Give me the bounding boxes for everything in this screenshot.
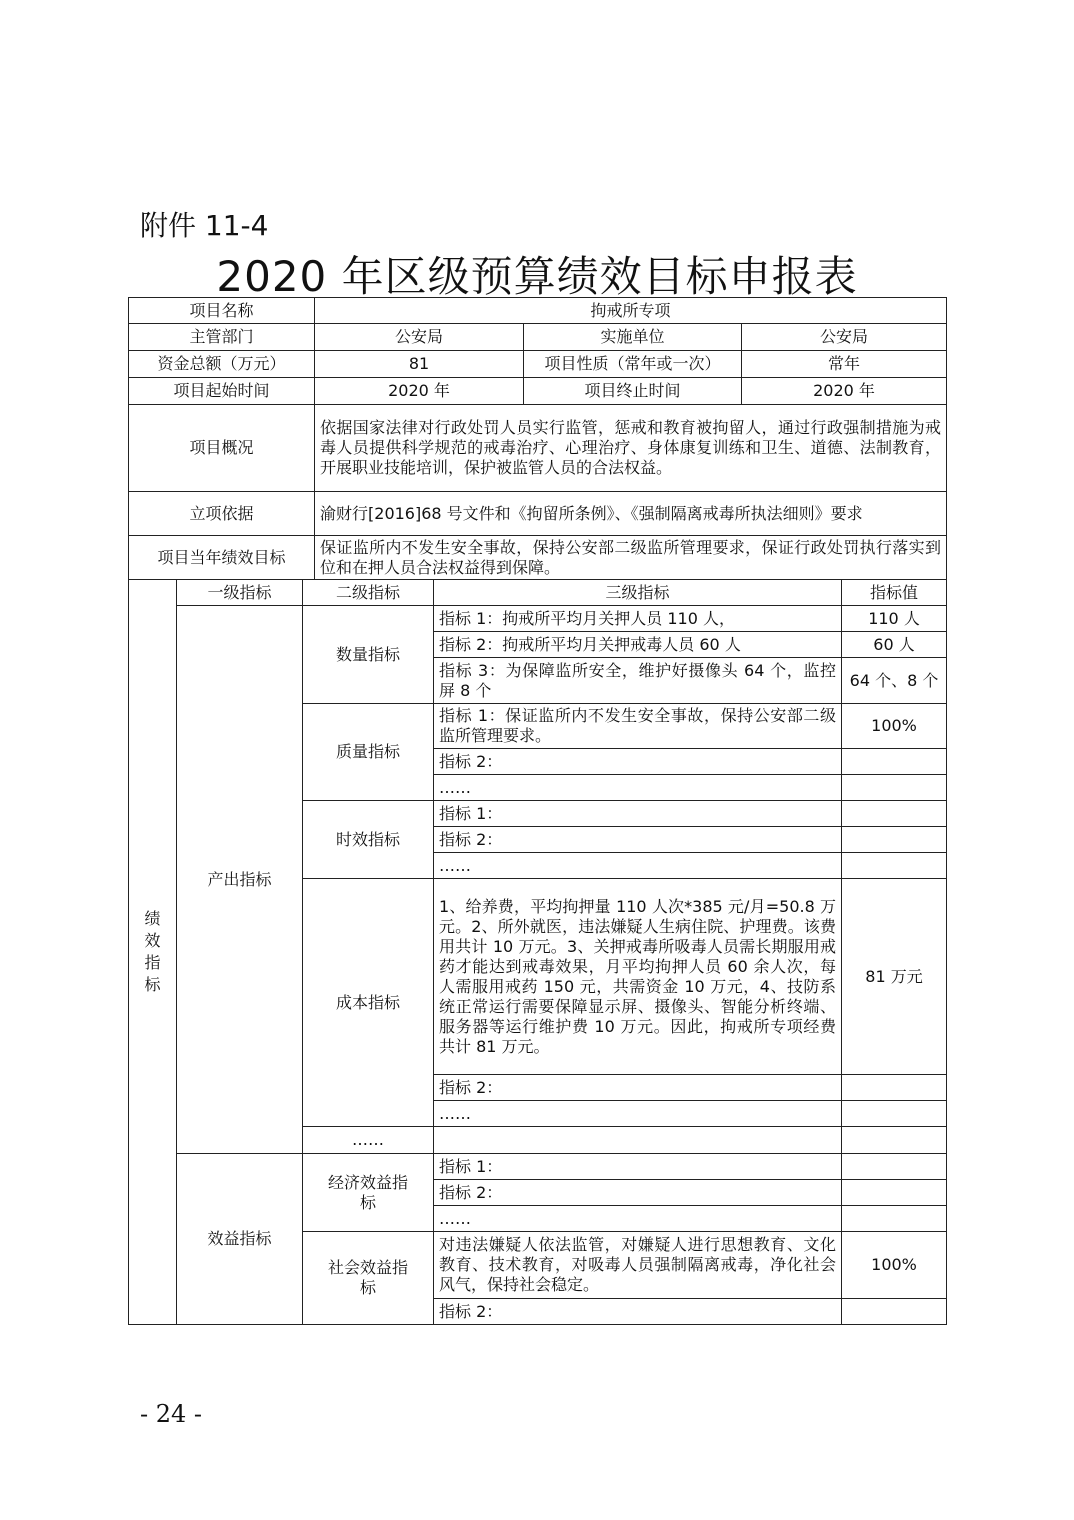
row-department xyxy=(129,324,947,351)
social-indicator-label: 社会效益指标 xyxy=(303,1232,434,1325)
level1-header: 一级指标 xyxy=(177,580,303,606)
dept-value: 公安局 xyxy=(315,324,524,351)
start-value: 2020 年 xyxy=(315,378,524,405)
row-fund xyxy=(129,351,947,378)
level3-header: 三级指标 xyxy=(434,580,842,606)
row-project-name xyxy=(129,298,947,324)
quantity-indicator-1: 指标 1：拘戒所平均月关押人员 110 人， xyxy=(434,606,842,632)
nature-value: 常年 xyxy=(742,351,947,378)
level2-header: 二级指标 xyxy=(303,580,434,606)
timeliness-indicator-label: 时效指标 xyxy=(303,801,434,879)
empty-value-cell xyxy=(842,1180,947,1206)
empty-value-cell xyxy=(842,1101,947,1127)
row-indicator-header xyxy=(129,580,947,606)
cost-indicator-2: 指标 2： xyxy=(434,1075,842,1101)
unit-value: 公安局 xyxy=(742,324,947,351)
fund-value: 81 xyxy=(315,351,524,378)
economic-indicator-1: 指标 1： xyxy=(434,1154,842,1180)
start-label: 项目起始时间 xyxy=(129,378,315,405)
timeliness-indicator-more: …… xyxy=(434,853,842,879)
empty-value-cell xyxy=(842,1075,947,1101)
social-indicator-1-value: 100% xyxy=(842,1232,947,1299)
table-row xyxy=(129,606,947,632)
cost-indicator-label: 成本指标 xyxy=(303,879,434,1127)
cost-indicator-1: 1、给养费，平均拘押量 110 人次*385 元/月=50.8 万元。2、所外就医，违法嫌疑人生病住院、护理费。该费用共计 10 万元。3、关押戒毒所吸毒人员需长期服用戒药才能达到戒毒效果，月平均拘押人员 60 余人次，每人需服用戒药 150 元，共需资金 10 万元，4、技防系统正常运行需要保障显示屏、摄像头、智能分析终端、服务器等运行维护费 10 万元。因此，拘戒所专项经费共计 81 万元。 xyxy=(434,879,842,1075)
empty-value-cell xyxy=(842,775,947,801)
performance-indicator-label: 绩效指标 xyxy=(129,580,177,1325)
empty-value-cell xyxy=(842,1299,947,1325)
row-period xyxy=(129,378,947,405)
nature-label: 项目性质（常年或一次） xyxy=(524,351,742,378)
overview-label: 项目概况 xyxy=(129,405,315,492)
fund-label: 资金总额（万元） xyxy=(129,351,315,378)
dept-label: 主管部门 xyxy=(129,324,315,351)
table-row xyxy=(129,1154,947,1180)
row-goal xyxy=(129,536,947,580)
timeliness-indicator-2: 指标 2： xyxy=(434,827,842,853)
quantity-indicator-3: 指标 3：为保障监所安全，维护好摄像头 64 个，监控屏 8 个 xyxy=(434,658,842,704)
project-name-value: 拘戒所专项 xyxy=(315,298,947,324)
unit-label: 实施单位 xyxy=(524,324,742,351)
economic-indicator-label: 经济效益指标 xyxy=(303,1154,434,1232)
basis-label: 立项依据 xyxy=(129,492,315,536)
quantity-indicator-2: 指标 2：拘戒所平均月关押戒毒人员 60 人 xyxy=(434,632,842,658)
empty-value-cell xyxy=(842,749,947,775)
timeliness-indicator-1: 指标 1： xyxy=(434,801,842,827)
budget-performance-table xyxy=(128,297,947,1325)
quality-indicator-label: 质量指标 xyxy=(303,704,434,801)
value-header: 指标值 xyxy=(842,580,947,606)
empty-value-cell xyxy=(842,853,947,879)
quality-indicator-2: 指标 2： xyxy=(434,749,842,775)
quantity-indicator-1-value: 110 人 xyxy=(842,606,947,632)
quantity-indicator-2-value: 60 人 xyxy=(842,632,947,658)
project-name-label: 项目名称 xyxy=(129,298,315,324)
economic-indicator-more: …… xyxy=(434,1206,842,1232)
social-indicator-1: 对违法嫌疑人依法监管，对嫌疑人进行思想教育、文化教育、技术教育，对吸毒人员强制隔离戒毒，净化社会风气，保持社会稳定。 xyxy=(434,1232,842,1299)
economic-indicator-2: 指标 2： xyxy=(434,1180,842,1206)
social-indicator-2: 指标 2： xyxy=(434,1299,842,1325)
row-overview xyxy=(129,405,947,492)
empty-indicator-cell xyxy=(434,1127,842,1154)
goal-label: 项目当年绩效目标 xyxy=(129,536,315,580)
empty-value-cell xyxy=(842,1154,947,1180)
attachment-number: 附件 11-4 xyxy=(140,209,269,242)
form-title: 2020 年区级预算绩效目标申报表 xyxy=(216,252,858,301)
basis-text: 渝财行[2016]68 号文件和《拘留所条例》、《强制隔离戒毒所执法细则》要求 xyxy=(315,492,947,536)
end-label: 项目终止时间 xyxy=(524,378,742,405)
output-indicator-more: …… xyxy=(303,1127,434,1154)
empty-value-cell xyxy=(842,801,947,827)
empty-value-cell xyxy=(842,1206,947,1232)
benefit-indicator-label: 效益指标 xyxy=(177,1154,303,1325)
end-value: 2020 年 xyxy=(742,378,947,405)
row-basis xyxy=(129,492,947,536)
output-indicator-label: 产出指标 xyxy=(177,606,303,1154)
cost-indicator-1-value: 81 万元 xyxy=(842,879,947,1075)
quality-indicator-more: …… xyxy=(434,775,842,801)
empty-value-cell xyxy=(842,827,947,853)
goal-text: 保证监所内不发生安全事故，保持公安部二级监所管理要求，保证行政处罚执行落实到位和在押人员合法权益得到保障。 xyxy=(315,536,947,580)
empty-value-cell xyxy=(842,1127,947,1154)
page-number: - 24 - xyxy=(140,1400,203,1428)
overview-text: 依据国家法律对行政处罚人员实行监管，惩戒和教育被拘留人，通过行政强制措施为戒毒人员提供科学规范的戒毒治疗、心理治疗、身体康复训练和卫生、道德、法制教育，开展职业技能培训，保护被监管人员的合法权益。 xyxy=(315,405,947,492)
cost-indicator-more: …… xyxy=(434,1101,842,1127)
quality-indicator-1: 指标 1：保证监所内不发生安全事故，保持公安部二级监所管理要求。 xyxy=(434,704,842,749)
quality-indicator-1-value: 100% xyxy=(842,704,947,749)
quantity-indicator-3-value: 64 个、8 个 xyxy=(842,658,947,704)
quantity-indicator-label: 数量指标 xyxy=(303,606,434,704)
